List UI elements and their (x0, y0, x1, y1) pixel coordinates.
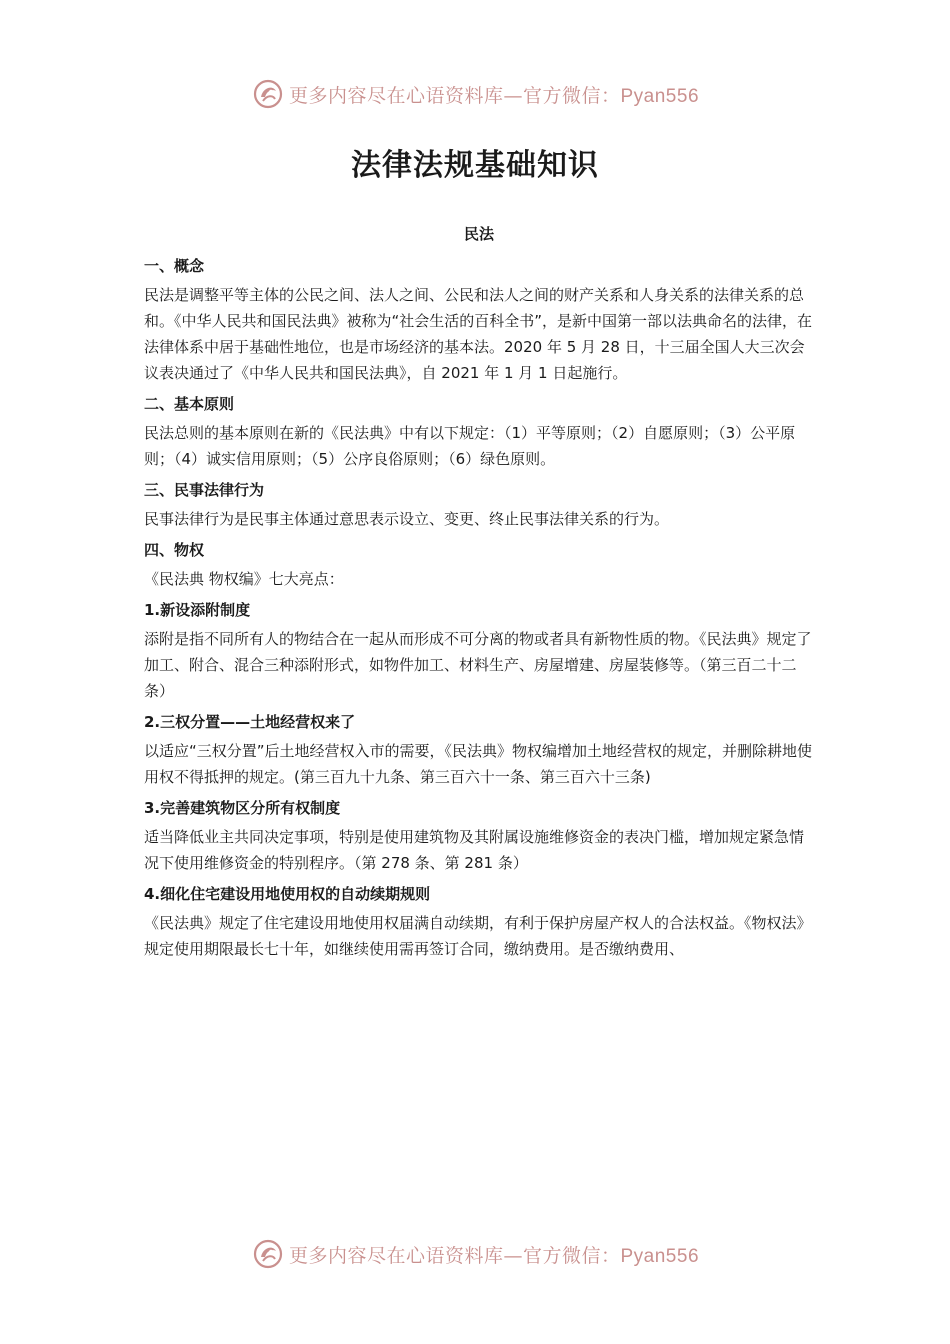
paragraph: 适当降低业主共同决定事项，特别是使用建筑物及其附属设施维修资金的表决门槛，增加规定紧急情况下使用维修资金的特别程序。（第 278 条、第 281 条） (144, 828, 805, 872)
flower-logo-icon (251, 1237, 285, 1271)
footer-banner-text: 更多内容尽在心语资料库—官方微信：Pyan556 (288, 1244, 700, 1267)
footer-wechat-id: Pyan556 (620, 1245, 700, 1267)
heading: 四、物权 (144, 541, 205, 559)
subheading: 3.完善建筑物区分所有权制度 (144, 799, 341, 817)
subheading: 4.细化住宅建设用地使用权的自动续期规则 (144, 885, 431, 903)
flower-logo-icon (251, 77, 285, 111)
header-wechat-id: Pyan556 (620, 85, 700, 107)
paragraph: 民事法律行为是民事主体通过意思表示设立、变更、终止民事法律关系的行为。 (144, 510, 670, 528)
paragraph: 民法总则的基本原则在新的《民法典》中有以下规定：（1）平等原则；（2）自愿原则；（3）公平原则；（4）诚实信用原则；（5）公序良俗原则；（6）绿色原则。 (144, 424, 796, 468)
subheading: 2.三权分置——土地经营权来了 (144, 713, 356, 731)
heading: 三、民事法律行为 (144, 481, 265, 499)
heading: 一、概念 (144, 257, 205, 275)
header-banner-text: 更多内容尽在心语资料库—官方微信：Pyan556 (288, 84, 700, 107)
header-banner (0, 72, 950, 116)
document-title: 法律法规基础知识 (351, 148, 599, 183)
paragraph: 《民法典 物权编》七大亮点： (144, 570, 344, 588)
subheading: 1.新设添附制度 (144, 601, 251, 619)
paragraph: 添附是指不同所有人的物结合在一起从而形成不可分离的物或者具有新物性质的物。《民法典》规定了加工、附合、混合三种添附形式，如物件加工、材料生产、房屋增建、房屋装修等。（第三百二十二条） (144, 630, 812, 700)
paragraph: 民法是调整平等主体的公民之间、法人之间、公民和法人之间的财产关系和人身关系的法律关系的总和。《中华人民共和国民法典》被称为“社会生活的百科全书”，是新中国第一部以法典命名的法律，在法律体系中居于基础性地位，也是市场经济的基本法。2020 年 5 月 28 日，十三届全国人大三次会议表决通过了《中华人民共和国民法典》，自 2021 年 1 月 1 日起施行。 (144, 286, 813, 382)
content-blocks (144, 254, 814, 962)
footer-banner (0, 1232, 950, 1276)
paragraph: 以适应“三权分置”后土地经营权入市的需要，《民法典》物权编增加土地经营权的规定，并删除耕地使用权不得抵押的规定。(第三百九十九条、第三百六十一条、第三百六十三条) (144, 742, 813, 786)
section-title: 民法 (463, 225, 494, 243)
paragraph: 《民法典》规定了住宅建设用地使用权届满自动续期，有利于保护房屋产权人的合法权益。《物权法》规定使用期限最长七十年，如继续使用需再签订合同，缴纳费用。是否缴纳费用、 (144, 914, 812, 958)
heading: 二、基本原则 (144, 395, 235, 413)
document-body (144, 222, 814, 968)
